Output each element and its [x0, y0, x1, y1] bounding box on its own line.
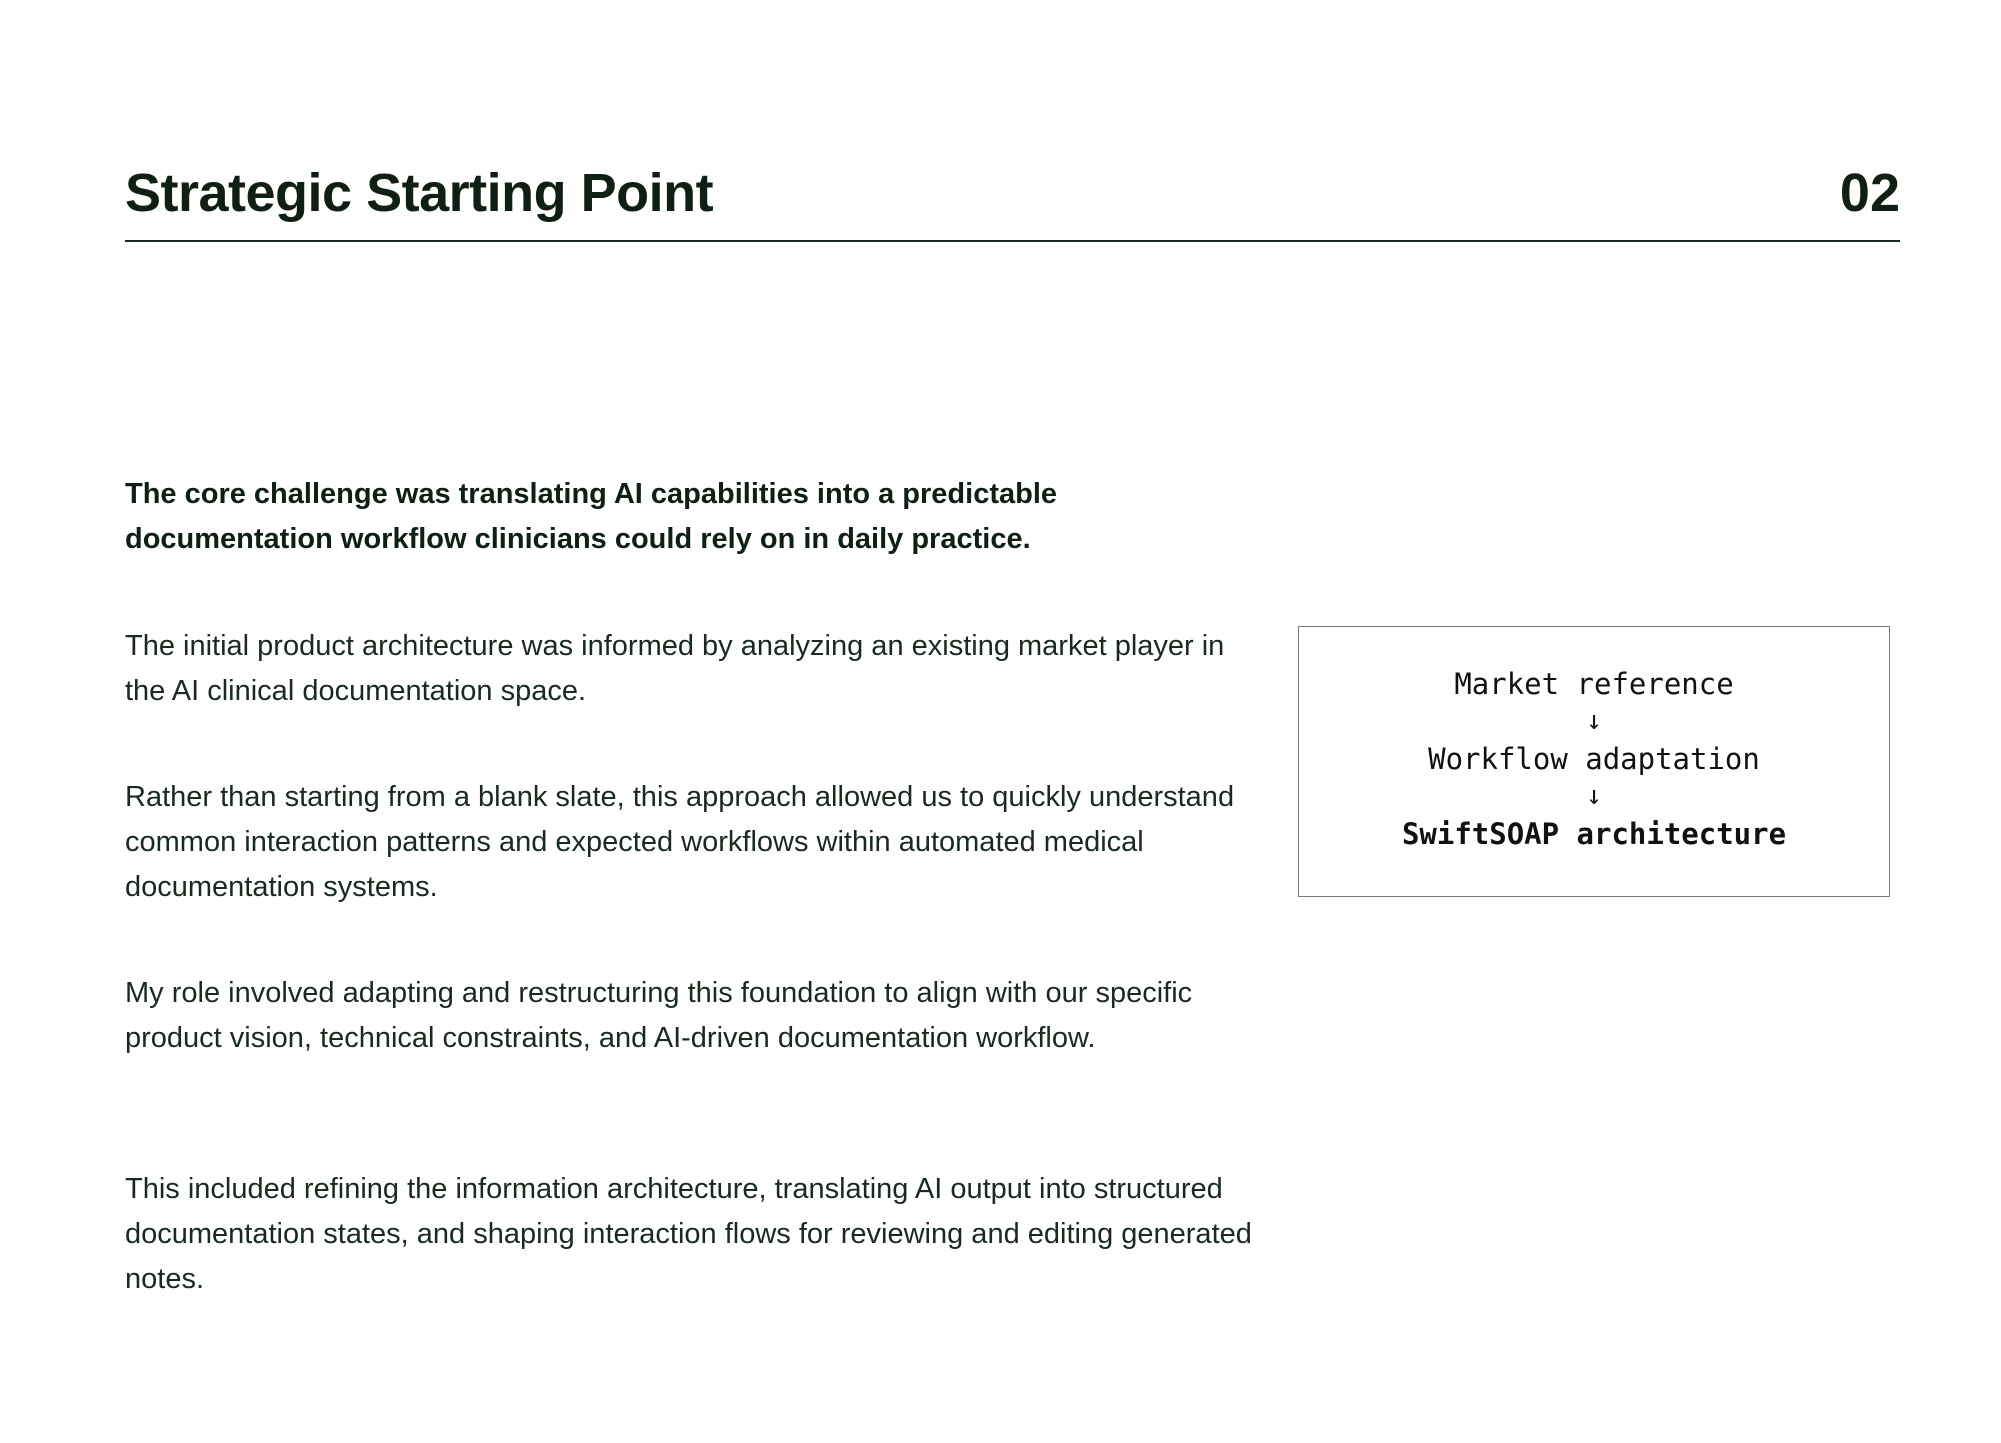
flow-step-workflow-adaptation: Workflow adaptation	[1428, 742, 1760, 776]
arrow-down-icon: ↓	[1586, 706, 1602, 736]
flow-diagram-box	[1298, 626, 1890, 897]
lead-statement: The core challenge was translating AI capabilities into a predictable documentation workflow clinicians could rely on in daily practice.	[125, 478, 1058, 555]
page-title: Strategic Starting Point	[125, 163, 714, 223]
paragraph-role: My role involved adapting and restructuring this foundation to align with our specific product vision, technical constraints, and AI-driven documentation workflow.	[125, 977, 1193, 1054]
paragraph-approach: Rather than starting from a blank slate, this approach allowed us to quickly understand common interaction patterns and expected workflows within automated medical documentation systems.	[125, 781, 1235, 903]
flow-step-swiftsoap-architecture: SwiftSOAP architecture	[1401, 817, 1787, 851]
page-header	[125, 158, 1900, 242]
paragraph-market-analysis: The initial product architecture was informed by analyzing an existing market player in the AI clinical documentation space.	[125, 630, 1225, 707]
paragraph-scope: This included refining the information architecture, translating AI output into structured documentation states, and shaping interaction flows for reviewing and editing generated notes.	[125, 1173, 1252, 1295]
arrow-down-icon: ↓	[1586, 781, 1602, 811]
flow-step-market-reference: Market reference	[1454, 667, 1734, 701]
page-number: 02	[1839, 163, 1900, 223]
